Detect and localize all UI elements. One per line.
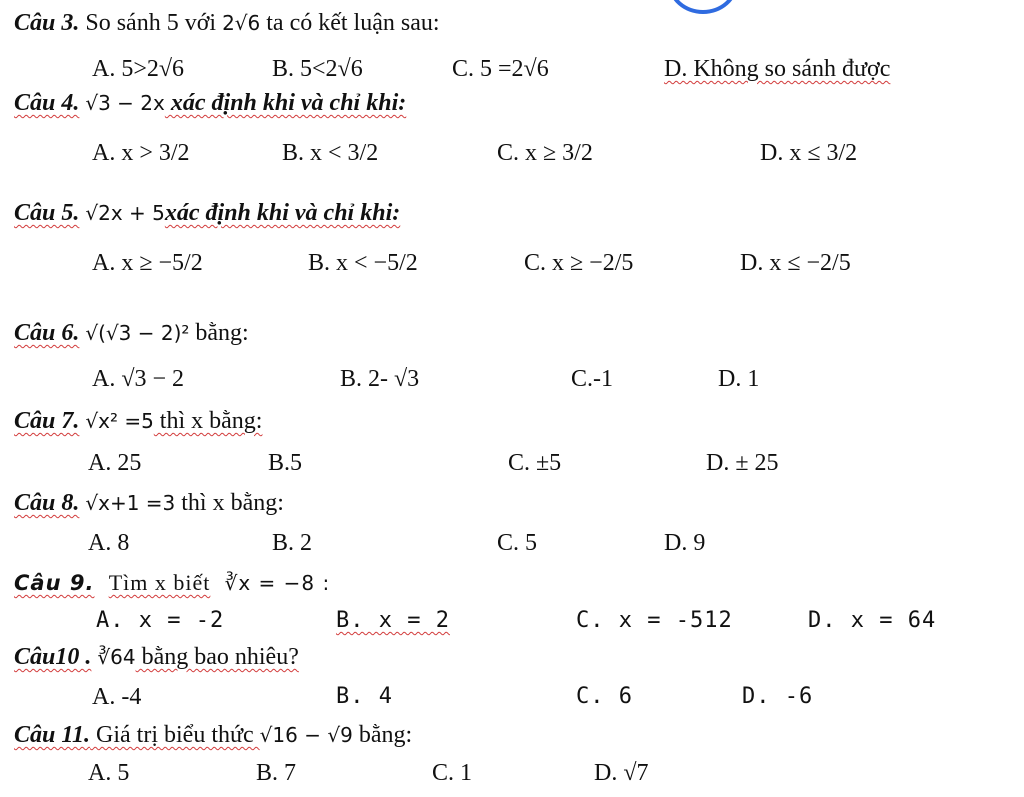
question-8-option-c: C. 5: [497, 530, 538, 556]
question-9-text: Tìm x biết: [108, 570, 211, 595]
question-6: [14, 320, 249, 347]
question-11-label: Câu 11.: [14, 722, 91, 748]
question-5: [14, 200, 400, 227]
question-4-option-d: D. x ≤ 3/2: [760, 140, 858, 166]
question-6-option-d: D. 1: [718, 366, 760, 392]
question-7: [14, 408, 262, 435]
question-10-option-b: B. 4: [336, 684, 393, 709]
question-7-expression: √x² =5: [85, 409, 154, 433]
question-7-option-d: D. ± 25: [706, 450, 779, 476]
question-8-option-a: A. 8: [88, 530, 130, 556]
question-7-label: Câu 7.: [14, 408, 80, 434]
question-11-option-d: D. √7: [594, 760, 649, 786]
question-9-option-d: D. x = 64: [808, 608, 937, 633]
question-9-label: Câu 9.: [14, 571, 95, 595]
question-4-label: Câu 4.: [14, 90, 80, 116]
question-3: [14, 10, 440, 37]
question-6-label: Câu 6.: [14, 320, 80, 346]
question-10-text: bằng bao nhiêu?: [135, 644, 299, 670]
question-3-option-a: A. 5>2√6: [92, 56, 185, 82]
question-3-option-b: B. 5<2√6: [272, 56, 363, 82]
question-10-option-c: C. 6: [576, 684, 633, 709]
question-5-option-b: B. x < −5/2: [308, 250, 418, 276]
question-11-text-a: Giá trị biểu thức: [90, 722, 260, 748]
pen-annotation-arc: [668, 0, 738, 14]
question-9: [14, 570, 330, 596]
question-10: [14, 644, 299, 671]
question-7-text: thì x bằng:: [153, 408, 263, 434]
question-3-text-b: ta có kết luận sau:: [260, 10, 440, 36]
question-6-text: bằng:: [189, 320, 249, 346]
question-8-text: thì x bằng:: [175, 490, 284, 516]
question-6-option-a: A. √3 − 2: [92, 366, 185, 392]
question-3-option-d: D. Không so sánh được: [664, 56, 891, 82]
question-9-option-a: A. x = -2: [96, 608, 225, 633]
question-4-option-b: B. x < 3/2: [282, 140, 379, 166]
question-5-expression: √2x + 5: [85, 201, 165, 225]
question-10-option-d: D. -6: [742, 684, 814, 709]
question-3-text-a: So sánh 5 với: [79, 10, 223, 36]
question-9-option-c: C. x = -512: [576, 608, 733, 633]
question-11-option-b: B. 7: [256, 760, 297, 786]
question-8: [14, 490, 284, 517]
question-10-expression: ∛64: [97, 645, 136, 669]
question-11-option-c: C. 1: [432, 760, 473, 786]
question-3-option-c: C. 5 =2√6: [452, 56, 549, 82]
question-3-radical: 2√6: [222, 11, 261, 35]
question-9-option-b: B. x = 2: [336, 608, 450, 633]
question-10-option-a: A. -4: [92, 684, 142, 710]
question-8-option-b: B. 2: [272, 530, 313, 556]
question-6-expression: √(√3 − 2)²: [85, 321, 190, 345]
question-11-text-b: bằng:: [352, 722, 413, 748]
question-4-option-a: A. x > 3/2: [92, 140, 190, 166]
question-5-option-c: C. x ≥ −2/5: [524, 250, 634, 276]
question-8-expression: √x+1 =3: [85, 491, 176, 515]
question-4: [14, 90, 406, 117]
question-4-expression: √3 − 2x: [85, 91, 165, 115]
question-5-option-d: D. x ≤ −2/5: [740, 250, 851, 276]
question-7-option-a: A. 25: [88, 450, 142, 476]
question-7-option-b: B.5: [268, 450, 303, 476]
question-5-option-a: A. x ≥ −5/2: [92, 250, 203, 276]
question-9-expression: ∛x = −8 :: [224, 571, 331, 595]
question-5-label: Câu 5.: [14, 200, 80, 226]
question-11-expression: √16 − √9: [259, 723, 353, 747]
question-3-label: Câu 3.: [14, 10, 80, 36]
question-6-option-c: C.-1: [571, 366, 613, 392]
question-8-option-d: D. 9: [664, 530, 706, 556]
question-4-option-c: C. x ≥ 3/2: [497, 140, 593, 166]
question-6-option-b: B. 2- √3: [340, 366, 420, 392]
question-11-option-a: A. 5: [88, 760, 130, 786]
question-5-text: xác định khi và chỉ khi:: [164, 200, 401, 226]
question-11: [14, 722, 412, 749]
question-10-label: Câu10 .: [14, 644, 92, 670]
question-7-option-c: C. ±5: [508, 450, 562, 476]
question-8-label: Câu 8.: [14, 490, 80, 516]
question-4-text: xác định khi và chỉ khi:: [164, 90, 407, 116]
